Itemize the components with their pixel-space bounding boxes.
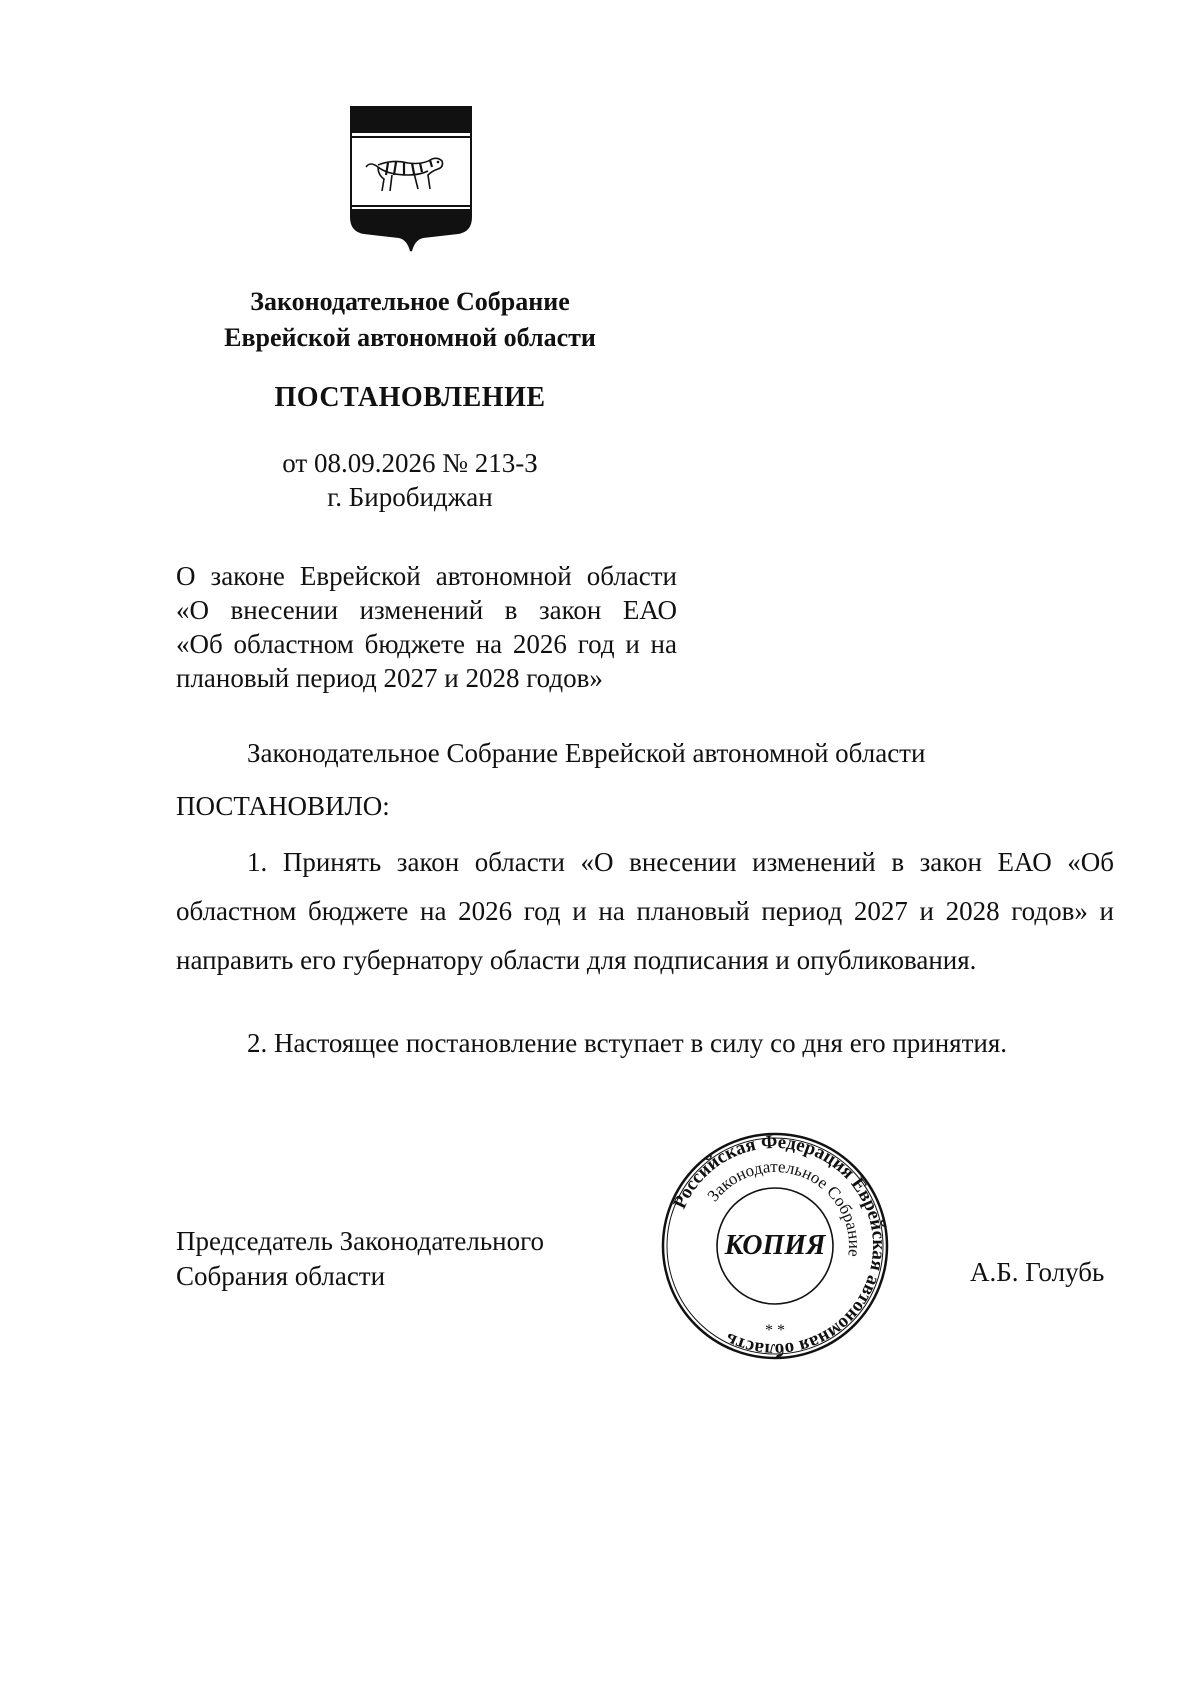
subject-line-2: «О внесении изменений в закон ЕАО [176,595,677,625]
signatory-name: А.Б. Голубь [970,1257,1105,1287]
subject-line-4: плановый период 2027 и 2028 годов» [176,663,603,693]
stamp-center-text: КОПИЯ [724,1230,826,1261]
tiger-coat-of-arms-icon [348,105,474,253]
organization-name [200,284,620,356]
resolution-item-2: 2. Настоящее постановление вступает в силу со дня его принятия. [247,1028,1008,1058]
resolved-heading: ПОСТАНОВИЛО: [176,791,390,821]
signatory-title-line-1: Председатель Законодательного [176,1226,545,1256]
organization-line-2: Еврейской автономной области [224,323,596,352]
resolution-item-1: 1. Принять закон области «О внесении изменений в закон ЕАО «Об областном бюджете на 2026 год и на плановый период 2027 и 2028 годов» и направить его губернатору области для подписания и опубликования. [176,847,1114,975]
stamp-stars: * * [765,1322,785,1339]
signatory-title [176,1224,544,1294]
document-date-number: от 08.09.2026 № 213-З [282,448,538,478]
stamp-outer-text: Российская Федерация Еврейская автономная область [669,1131,890,1361]
preamble: Законодательное Собрание Еврейской автономной области [247,738,926,768]
signatory-title-line-2: Собрания области [176,1261,386,1291]
official-stamp [660,1131,890,1361]
subject-line-3: «Об областном бюджете на 2026 год и на [176,629,677,659]
document-type: ПОСТАНОВЛЕНИЕ [274,382,546,413]
stamp-inner-text: Законодательное Собрание [703,1156,865,1258]
subject-line-1: О законе Еврейской автономной области [176,561,677,591]
document-subject [176,559,677,695]
organization-line-1: Законодательное Собрание [250,287,570,316]
document-city: г. Биробиджан [327,482,493,512]
